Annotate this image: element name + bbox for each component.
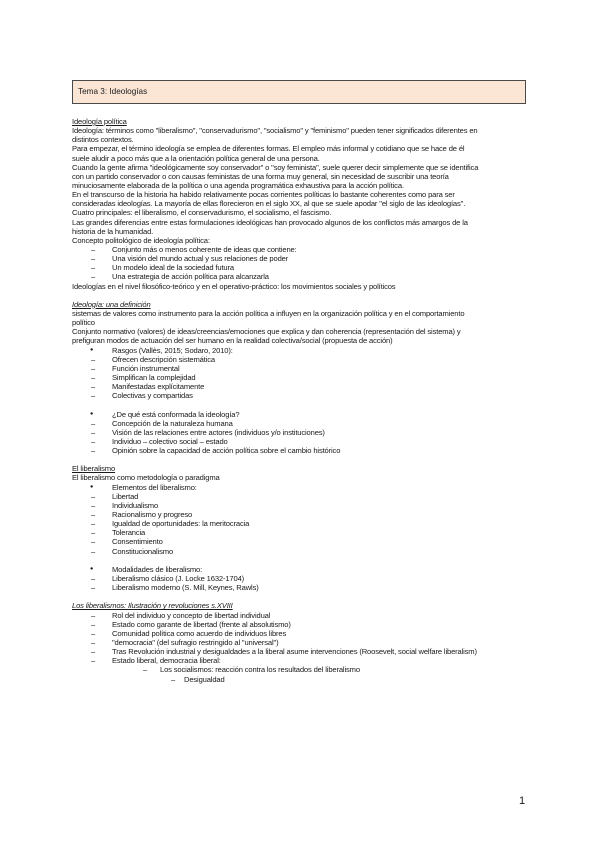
dash-list-item: – Liberalismo moderno (S. Mill, Keynes, Rawls) — [72, 583, 528, 592]
paragraph-line: suele aludir a poco más que a la orientación política general de una persona. — [72, 153, 320, 163]
dash-list-item: – Concepción de la naturaleza humana — [72, 419, 528, 428]
paragraph-line: historia de la humanidad. — [72, 226, 154, 236]
nested-list-item: – Desigualdad — [72, 675, 528, 684]
section-heading: El liberalismo — [72, 464, 116, 474]
paragraph-line: Concepto politológico de ideología política: — [72, 235, 210, 245]
dash-list-item: – Colectivas y compartidas — [72, 391, 528, 400]
bullet-list-item: ● Rasgos (Vallès, 2015; Sodaro, 2010): — [72, 346, 528, 355]
dash-list-item: – Liberalismo clásico (J. Locke 1632-1704) — [72, 574, 528, 583]
paragraph-line: El liberalismo como metodología o paradigma — [72, 473, 220, 483]
dash-list-item: – Manifestadas explícitamente — [72, 382, 528, 391]
dash-list-item: – Rol del individuo y concepto de libertad individual — [72, 611, 528, 620]
paragraph-line: minuciosamente elaborada de la política o una agenda programática exhaustiva para la acción política. — [72, 180, 404, 190]
bullet-list-item: ● ¿De qué está conformada la ideología? — [72, 410, 528, 419]
dash-list-item: – Estado liberal, democracia liberal: — [72, 656, 528, 665]
paragraph-line: Cuando la gente afirma "ideológicamente soy conservador" o "soy feminista", suele querer decir simplemente que se identifica — [72, 162, 479, 172]
section-heading: Los liberalismos: Ilustración y revoluciones s.XVIII — [72, 601, 233, 611]
paragraph-line: Ideologías en el nivel filosófico-teórico y en el operativo-práctico: los movimientos sociales y políticos — [72, 281, 396, 291]
dash-list-item: – Tras Revolución industrial y desigualdades a la liberal asume intervenciones (Roosevelt, social welfare liberalism) — [72, 647, 528, 656]
paragraph-line: Las grandes diferencias entre estas formulaciones ideológicas han provocado algunos de los conflictos más amargos de la — [72, 217, 468, 227]
dash-list-item: – Opinión sobre la capacidad de acción política sobre el cambio histórico — [72, 446, 528, 455]
dash-list-item: – Visión de las relaciones entre actores (individuos y/o instituciones) — [72, 428, 528, 437]
dash-list-item: – Una estrategia de acción política para alcanzarla — [72, 272, 528, 281]
paragraph-line: Ideología: términos como "liberalismo", "conservadurismo", "socialismo" y "feminismo" pueden tener significados diferentes en — [72, 126, 478, 136]
topic-header-box — [72, 80, 526, 104]
paragraph-line: En el transcurso de la historia ha habido relativamente pocas corrientes políticas lo bastante coherentes como para ser — [72, 190, 455, 200]
dash-list-item: – Una visión del mundo actual y sus relaciones de poder — [72, 254, 528, 263]
paragraph-line: distintos contextos. — [72, 135, 134, 145]
section-heading: Ideología: una definición — [72, 299, 151, 309]
dash-list-item: – Función instrumental — [72, 364, 528, 373]
paragraph-line: sistemas de valores como instrumento para la acción política a influyen en la organización política y en el comportamiento — [72, 308, 465, 318]
dash-list-item: – Estado como garante de libertad (frente al absolutismo) — [72, 620, 528, 629]
page-number: 1 — [519, 795, 526, 807]
paragraph-line: prefiguran modos de actuación del ser humano en la realidad colectiva/social (propuesta de acción) — [72, 336, 393, 346]
dash-list-item: – Un modelo ideal de la sociedad futura — [72, 263, 528, 272]
dash-list-item: – Individualismo — [72, 501, 528, 510]
dash-list-item: – "democracia" (del sufragio restringido al "universal") — [72, 638, 528, 647]
dash-list-item: – Igualdad de oportunidades: la meritocracia — [72, 519, 528, 528]
dash-list-item: – Racionalismo y progreso — [72, 510, 528, 519]
paragraph-line: Cuatro principales: el liberalismo, el conservadurismo, el socialismo, el fascismo. — [72, 208, 332, 218]
paragraph-line: consideradas ideologías. La mayoría de ellas florecieron en el siglo XX, al que se suele apodar "el siglo de las ideologías". — [72, 199, 466, 209]
nested-list-item: – Los socialismos: reacción contra los resultados del liberalismo — [72, 665, 528, 674]
paragraph-line: Para empezar, el término ideología se emplea de diferentes formas. El empleo más informal y cotidiano que se hace de él — [72, 144, 465, 154]
dash-list-item: – Constitucionalismo — [72, 547, 528, 556]
document-body — [72, 117, 528, 684]
topic-title: Tema 3: Ideologías — [78, 87, 148, 96]
bullet-list-item: ● Modalidades de liberalismo: — [72, 565, 528, 574]
bullet-list-item: ● Elementos del liberalismo: — [72, 483, 528, 492]
dash-list-item: – Libertad — [72, 492, 528, 501]
paragraph-line: Conjunto normativo (valores) de ideas/creencias/emociones que explica y dan coherencia (representación del sistema) y — [72, 327, 461, 337]
dash-list-item: – Comunidad política como acuerdo de individuos libres — [72, 629, 528, 638]
dash-list-item: – Consentimiento — [72, 537, 528, 546]
dash-list-item: – Conjunto más o menos coherente de ideas que contiene: — [72, 245, 528, 254]
dash-list-item: – Simplifican la complejidad — [72, 373, 528, 382]
dash-list-item: – Tolerancia — [72, 528, 528, 537]
dash-list-item: – Ofrecen descripción sistemática — [72, 355, 528, 364]
paragraph-line: con un partido conservador o con causas feministas de una forma muy general, sin necesidad de suscribir una teoría — [72, 171, 449, 181]
section-heading: Ideología política — [72, 117, 127, 126]
paragraph-line: político — [72, 318, 95, 328]
dash-list-item: – Individuo – colectivo social – estado — [72, 437, 528, 446]
